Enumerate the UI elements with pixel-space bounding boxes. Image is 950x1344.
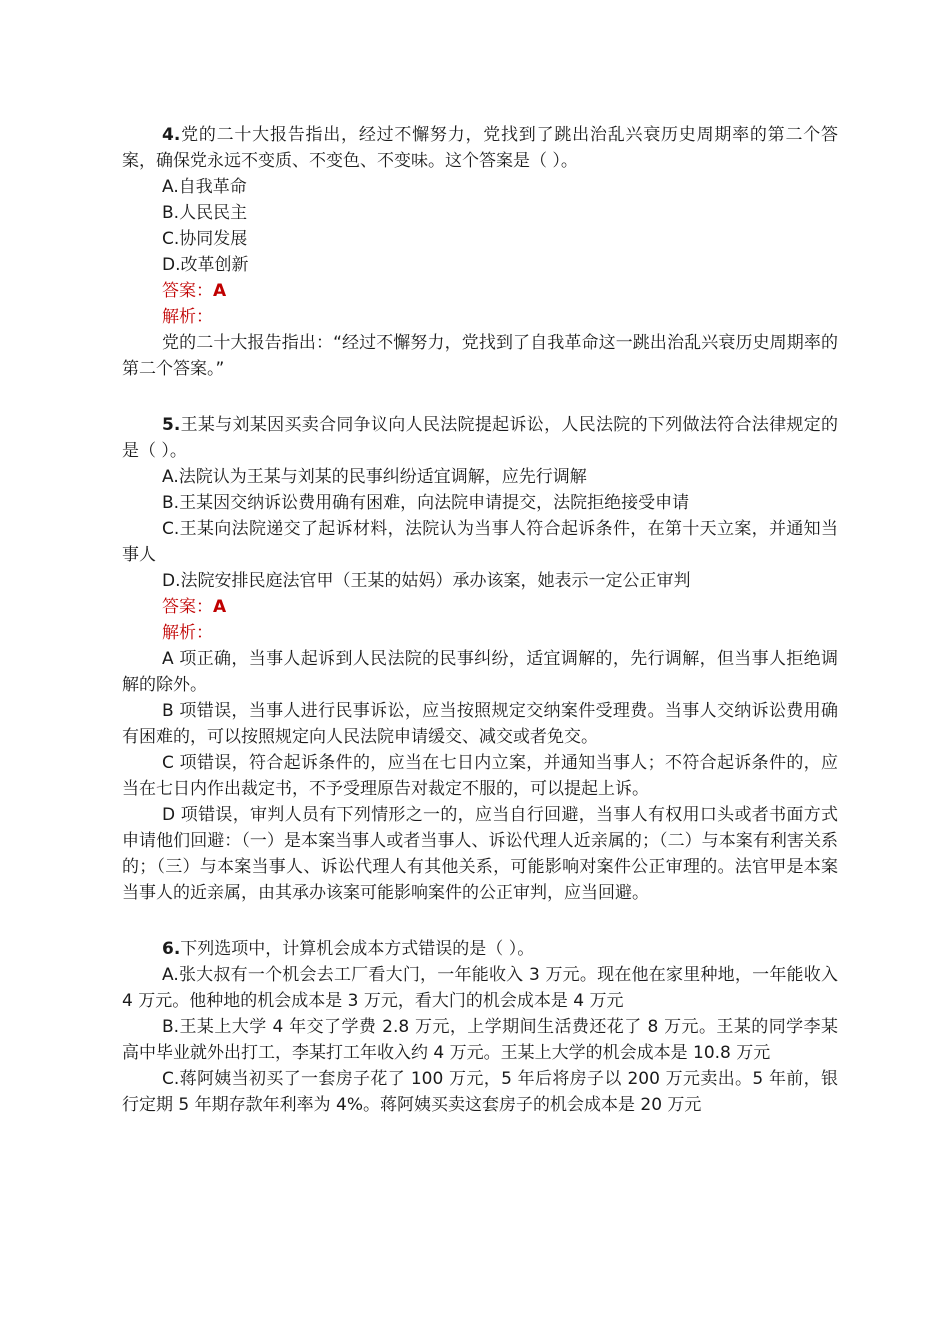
answer-value: A [213, 281, 227, 301]
question-stem [122, 122, 838, 174]
analysis-paragraph: B 项错误，当事人进行民事诉讼，应当按照规定交纳案件受理费。当事人交纳诉讼费用确有困难的，可以按照规定向人民法院申请缓交、减交或者免交。 [122, 701, 838, 747]
option-a: A.法院认为王某与刘某的民事纠纷适宜调解，应先行调解 [162, 467, 587, 487]
question-text: 党的二十大报告指出，经过不懈努力，党找到了跳出治乱兴衰历史周期率的第二个答案，确保党永远不变质、不变色、不变味。这个答案是（ ）。 [122, 125, 838, 171]
answer [122, 594, 838, 620]
question-stem [122, 936, 838, 962]
question-5 [122, 412, 838, 906]
answer [122, 278, 838, 304]
option-c: C.协同发展 [162, 229, 248, 249]
answer-label: 答案： [162, 281, 213, 301]
answer-label: 答案： [162, 597, 213, 617]
analysis-paragraph: 党的二十大报告指出：“经过不懈努力，党找到了自我革命这一跳出治乱兴衰历史周期率的第二个答案。” [122, 333, 838, 379]
option-d: D.法院安排民庭法官甲（王某的姑妈）承办该案，她表示一定公正审判 [162, 571, 691, 591]
question-6 [122, 936, 838, 1118]
option-b: B.人民民主 [162, 203, 248, 223]
option-d: D.改革创新 [162, 255, 249, 275]
question-number: 5. [162, 415, 181, 435]
question-stem [122, 412, 838, 464]
analysis-paragraph: D 项错误，审判人员有下列情形之一的，应当自行回避，当事人有权用口头或者书面方式申请他们回避：（一）是本案当事人或者当事人、诉讼代理人近亲属的；（二）与本案有利害关系的；（三）与本案当事人、诉讼代理人有其他关系，可能影响对案件公正审理的。法官甲是本案当事人的近亲属，由其承办该案可能影响案件的公正审判，应当回避。 [122, 805, 838, 903]
answer-value: A [213, 597, 227, 617]
question-number: 4. [162, 125, 181, 145]
option-c: C.蒋阿姨当初买了一套房子花了 100 万元，5 年后将房子以 200 万元卖出。5 年前，银行定期 5 年期存款年利率为 4%。蒋阿姨买卖这套房子的机会成本是 20 万元 [122, 1069, 838, 1115]
analysis-paragraph: A 项正确，当事人起诉到人民法院的民事纠纷，适宜调解的，先行调解，但当事人拒绝调解的除外。 [122, 649, 838, 695]
analysis-label: 解析： [162, 307, 213, 327]
document-page [122, 122, 838, 1118]
analysis-paragraph: C 项错误，符合起诉条件的，应当在七日内立案，并通知当事人；不符合起诉条件的，应当在七日内作出裁定书，不予受理原告对裁定不服的，可以提起上诉。 [122, 753, 838, 799]
option-a: A.张大叔有一个机会去工厂看大门，一年能收入 3 万元。现在他在家里种地，一年能收入 4 万元。他种地的机会成本是 3 万元，看大门的机会成本是 4 万元 [122, 965, 838, 1011]
question-4 [122, 122, 838, 382]
option-a: A.自我革命 [162, 177, 247, 197]
option-b: B.王某因交纳诉讼费用确有困难，向法院申请提交，法院拒绝接受申请 [162, 493, 690, 513]
question-number: 6. [162, 939, 181, 959]
question-text: 王某与刘某因买卖合同争议向人民法院提起诉讼，人民法院的下列做法符合法律规定的是（ ）。 [122, 415, 838, 461]
analysis-label: 解析： [162, 623, 213, 643]
option-b: B.王某上大学 4 年交了学费 2.8 万元，上学期间生活费还花了 8 万元。王某的同学李某高中毕业就外出打工，李某打工年收入约 4 万元。王某上大学的机会成本是 10.8 万元 [122, 1017, 838, 1063]
question-text: 下列选项中，计算机会成本方式错误的是（ ）。 [180, 939, 535, 959]
option-c: C.王某向法院递交了起诉材料，法院认为当事人符合起诉条件，在第十天立案，并通知当事人 [122, 519, 838, 565]
